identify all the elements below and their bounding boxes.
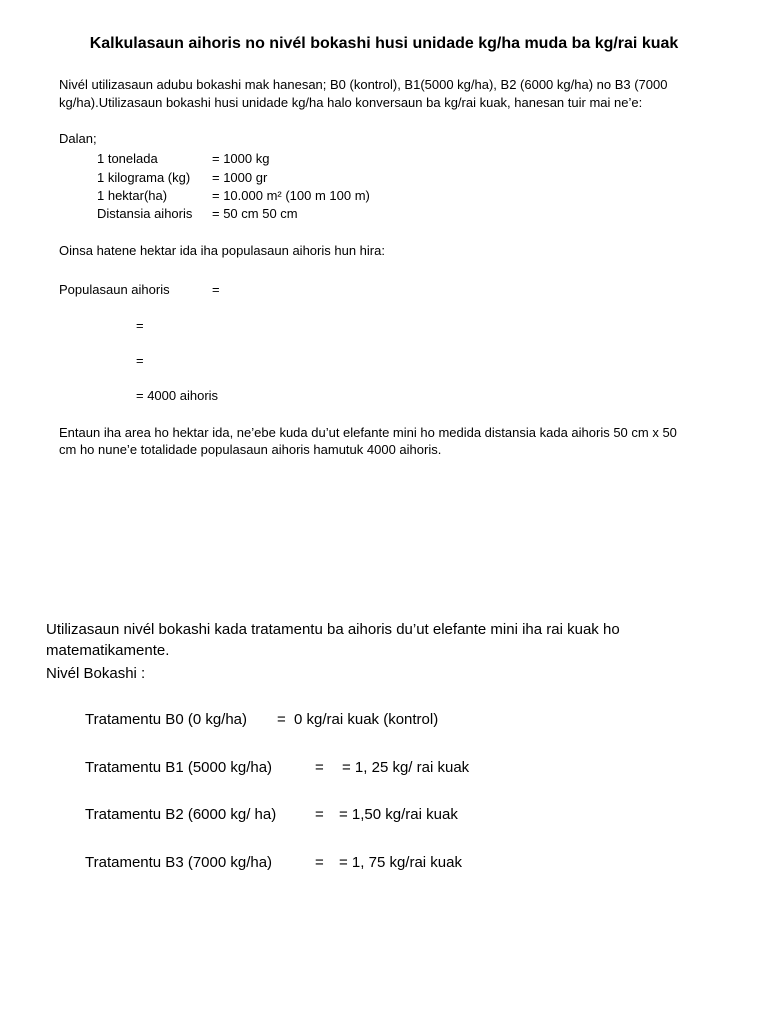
- population-label: Populasaun aihoris: [59, 282, 170, 297]
- conversion-key: 1 kilograma (kg): [97, 170, 191, 185]
- intro-line-1: Nivél utilizasaun adubu bokashi mak hanesan; B0 (kontrol), B1(5000 kg/ha), B2 (6000 kg/ha) no B3 (7000: [59, 77, 668, 92]
- treatment-result: = 1, 25 kg/ rai kuak: [342, 759, 470, 776]
- population-eq-1: =: [212, 282, 220, 297]
- conclusion-line-1: Entaun iha area ho hektar ida, ne’ebe kuda du’ut elefante mini ho medida distansia kada aihoris 50 cm x 50: [59, 425, 677, 440]
- conversion-value: = 50 cm 50 cm: [212, 206, 298, 221]
- conversion-key: 1 hektar(ha): [97, 188, 168, 203]
- population-result: = 4000 aihoris: [136, 388, 219, 403]
- treatment-label: Tratamentu B2 (6000 kg/ ha): [85, 806, 277, 823]
- treatment-result: = 1, 75 kg/rai kuak: [339, 854, 462, 871]
- intro-line-2: kg/ha).Utilizasaun bokashi husi unidade kg/ha halo konversaun ba kg/rai kuak, hanesan tuir mai ne’e:: [59, 95, 643, 110]
- treatment-eq: =: [315, 759, 324, 776]
- treatment-label: Tratamentu B1 (5000 kg/ha): [85, 759, 273, 776]
- conversion-key: Distansia aihoris: [97, 206, 193, 221]
- treatment-eq: =: [315, 854, 324, 871]
- conversion-key: 1 tonelada: [97, 151, 158, 166]
- treatment-eq: =: [277, 711, 286, 728]
- treatment-result: 0 kg/rai kuak (kontrol): [294, 711, 439, 728]
- treatment-eq: =: [315, 806, 324, 823]
- conversion-value: = 10.000 m² (100 m 100 m): [212, 188, 370, 203]
- conversion-value: = 1000 gr: [212, 170, 268, 185]
- population-eq-3: =: [136, 353, 144, 368]
- treatment-label: Tratamentu B0 (0 kg/ha): [85, 711, 248, 728]
- treatment-label: Tratamentu B3 (7000 kg/ha): [85, 854, 273, 871]
- bokashi-level-label: Nivél Bokashi :: [46, 665, 146, 682]
- document-title: Kalkulasaun aihoris no nivél bokashi husi unidade kg/ha muda ba kg/rai kuak: [89, 35, 679, 52]
- conclusion-line-2: cm ho nune’e totalidade populasaun aihoris hamutuk 4000 aihoris.: [59, 442, 442, 457]
- bokashi-intro-line-2: matematikamente.: [46, 642, 170, 659]
- dalan-label: Dalan;: [59, 131, 97, 146]
- population-eq-2: =: [136, 318, 144, 333]
- bokashi-intro-line-1: Utilizasaun nivél bokashi kada tratamentu ba aihoris du’ut elefante mini iha rai kuak ho: [46, 621, 620, 638]
- conversion-value: = 1000 kg: [212, 151, 270, 166]
- population-intro: Oinsa hatene hektar ida iha populasaun aihoris hun hira:: [59, 243, 385, 258]
- treatment-result: = 1,50 kg/rai kuak: [339, 806, 458, 823]
